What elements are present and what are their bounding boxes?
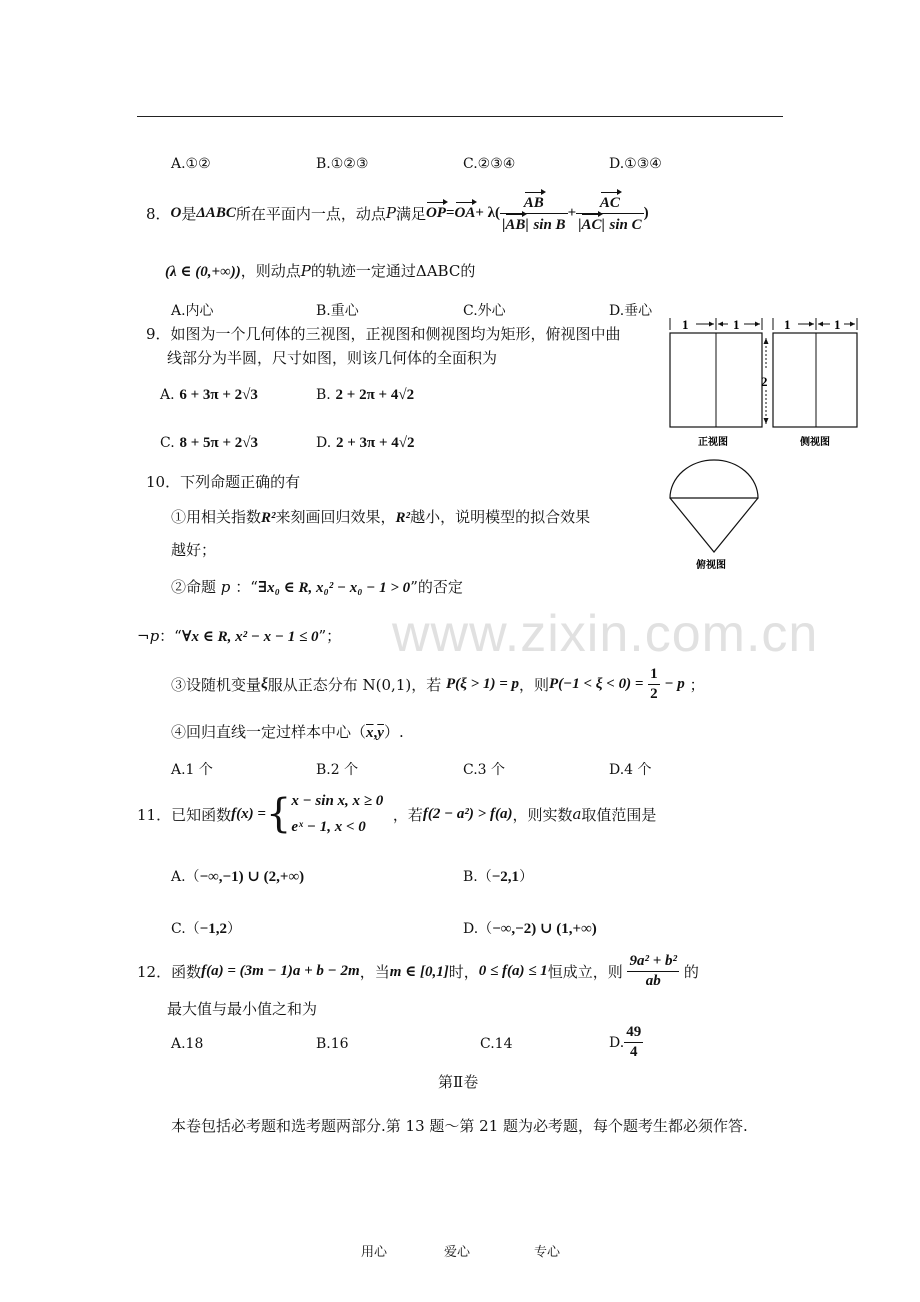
q8-close: ) (643, 204, 649, 221)
q10-item2 (171, 576, 463, 597)
q11-case1: x − sin x, x ≥ 0 (291, 793, 384, 809)
footer-item-2: 爱心 (444, 1245, 471, 1260)
q12-option-d-label: D. (609, 1034, 625, 1051)
question-12 (137, 946, 699, 996)
q10-item1-c: 越小，说明模型的拟合效果 (410, 508, 591, 526)
q11-option-b (463, 866, 533, 886)
section-title: 第Ⅱ卷 (438, 1073, 479, 1091)
q11-piecewise (291, 788, 383, 840)
q12-fraction (627, 953, 679, 990)
q10-item1 (171, 506, 590, 527)
q8-line2-end: 的 (460, 262, 476, 280)
three-view-figure (660, 314, 870, 576)
q10-item3-b: 服从正态分布 N(0,1)，若 (267, 675, 442, 694)
q10-item3-math2: P(−1 < ξ < 0) = (549, 675, 644, 692)
q11-fx: f(x) = (231, 805, 266, 822)
q8-fraction-ab: $\frac{AB}{\text{|AB| sin B}}$ (502, 194, 566, 233)
front-dim-right: 1 (733, 317, 740, 332)
q11-brace: { (265, 791, 292, 837)
q11-option-b-value: −2,1 (491, 869, 520, 885)
q10-item4 (171, 721, 404, 742)
q8-vector-ab: AB (523, 194, 544, 211)
q10-item2-a: ②命题 (171, 578, 217, 596)
q8-option-c: C.外心 (463, 303, 506, 319)
q8-lambda-range: (λ ∈ (0,+∞)) (165, 264, 241, 280)
q10-option-a: A.1 个 (171, 762, 213, 778)
q10-half-den: 2 (650, 685, 658, 702)
q8-point-p: P (385, 204, 396, 222)
q11-option-c-label: C.（ (171, 921, 200, 937)
q10-negation (137, 625, 341, 646)
q11-option-a (171, 866, 304, 886)
q10-item4-comma: , (373, 725, 378, 741)
q8-fraction-ac: $\frac{AC}{\text{|AC| sin C}}$ (578, 194, 642, 233)
q10-item3 (171, 664, 705, 704)
q8-vector-ab-abs: AB (505, 216, 526, 233)
q10-item2-math: ∃x₀ ∈ R, x₀² − x₀ − 1 > 0 (257, 580, 411, 596)
q8-line2-triangle: ΔABC (415, 262, 461, 280)
question-8 (146, 183, 649, 243)
q12-inequality: 0 ≤ f(a) ≤ 1 (478, 962, 548, 979)
q9-option-d-value: 2 + 3π + 4√2 (335, 435, 415, 451)
q11-option-c-end: ） (226, 921, 241, 937)
q10-item3-c: ，则 (519, 675, 550, 694)
q8-sin-b: sin B (533, 216, 566, 233)
q7-option-b: B.①②③ (316, 156, 369, 172)
q9-option-c (160, 433, 258, 452)
front-view (670, 333, 762, 427)
q9-option-b-value: 2 + 2π + 4√2 (335, 387, 415, 403)
q9-line2: 线部分为半圆，尺寸如图，则该几何体的全面积为 (167, 349, 498, 367)
q12-text-b: ，当 (359, 962, 390, 981)
q11-var-a: a (572, 805, 582, 823)
q8-triangle: ΔABC (196, 204, 236, 221)
q10-neg-a: ：“ (159, 627, 182, 645)
q11-text-a: 11．已知函数 (137, 805, 232, 824)
footer-item-3: 专心 (534, 1245, 561, 1260)
q10-item4-y: $\overline{y}$ (377, 725, 384, 741)
side-dim-height: 2 (761, 374, 768, 389)
q10-item4-a: ④回归直线一定过样本中心（ (171, 723, 367, 741)
q12-line2: 最大值与最小值之和为 (167, 1000, 318, 1018)
q8-sin-c: sin C (609, 216, 642, 233)
q9-option-a-value: 6 + 3π + 2√3 (179, 387, 258, 403)
q7-option-a: A.①② (171, 156, 211, 172)
q11-option-c-value: −1,2 (199, 921, 227, 937)
q8-option-b: B.重心 (316, 303, 359, 319)
q11-inequality: f(2 − a²) > f(a) (422, 805, 513, 822)
q10-option-d: D.4 个 (609, 762, 652, 778)
q8-option-d: D.垂心 (609, 303, 653, 319)
front-view-label: 正视图 (698, 437, 728, 448)
q8-number: 8． (146, 204, 171, 223)
watermark: www.zixin.com.cn (392, 605, 819, 663)
q12-option-a: A.18 (171, 1036, 204, 1052)
side-dim-right: 1 (834, 317, 841, 332)
q10-half (648, 666, 660, 703)
q11-case2: eˣ − 1, x < 0 (291, 819, 366, 835)
q11-option-d (463, 918, 597, 938)
q11-option-b-label: B.（ (463, 869, 492, 885)
q12-text-a: 12．函数 (137, 962, 202, 981)
q8-equals: = (445, 204, 455, 221)
side-view (773, 333, 857, 427)
q10-neg-b: ”； (318, 627, 342, 645)
q8-option-a: A.内心 (171, 303, 214, 319)
q8-line2 (165, 260, 475, 281)
q10-item4-x: $\overline{x}$ (366, 725, 374, 741)
q10-r2: R² (261, 510, 276, 526)
q8-line2-p: P (300, 262, 311, 280)
q9-option-a-label: A. (160, 387, 175, 403)
q9-option-c-label: C. (160, 435, 175, 451)
q10-title: 10．下列命题正确的有 (146, 473, 301, 491)
q8-point-o: O (170, 204, 182, 221)
q11-text-b: ，若 (392, 805, 423, 824)
q8-plus: + (567, 204, 577, 221)
q12-frac-num: 9a² + b² (627, 953, 679, 972)
front-dim-left: 1 (682, 317, 689, 332)
top-view-label: 俯视图 (696, 560, 726, 571)
q11-option-d-label: D.（ (463, 921, 493, 937)
q8-vector-op: OP (425, 204, 446, 221)
q12-option-d-fraction (624, 1024, 643, 1061)
q12-option-c: C.14 (480, 1036, 513, 1052)
q12-option-d (609, 1024, 643, 1061)
q8-text2: 所在平面内一点，动点 (235, 204, 386, 223)
q9-line1: 9．如图为一个几何体的三视图，正视图和侧视图均为矩形，俯视图中曲 (146, 325, 621, 343)
q12-fa: f(a) = (3m − 1)a + b − 2m (201, 962, 360, 979)
q8-plus-lambda: + λ( (475, 204, 501, 221)
q11-option-d-value: −∞,−2) ∪ (1,+∞) (492, 921, 597, 937)
q10-p: p (220, 578, 231, 596)
q8-vector-oa: OA (454, 204, 476, 221)
question-11 (137, 787, 656, 841)
q10-neg-math: ∀x ∈ R, x² − x − 1 ≤ 0 (181, 629, 319, 645)
q10-item2-c: ”的否定 (410, 578, 463, 596)
q12-text-c: 时， (448, 962, 479, 981)
section-intro: 本卷包括必考题和选考题两部分.第 13 题～第 21 题为必考题，每个题考生都必须作答. (171, 1117, 748, 1135)
q9-option-c-value: 8 + 5π + 2√3 (179, 435, 258, 451)
q10-item3-a: ③设随机变量 (171, 675, 262, 694)
q12-condition: m ∈ [0,1] (389, 963, 449, 980)
q11-option-b-end: ） (519, 869, 534, 885)
q10-item1-b: 来刻画回归效果， (275, 508, 396, 526)
q11-option-a-label: A.（ (171, 869, 200, 885)
q8-line2-text: ，则动点 (240, 262, 301, 280)
q12-option-d-num: 49 (624, 1024, 643, 1043)
q12-text-d: 恒成立，则 (547, 962, 623, 981)
q12-option-b: B.16 (316, 1036, 349, 1052)
front-dimensions (670, 317, 762, 332)
q10-item1-cont: 越好； (171, 541, 217, 559)
q8-text3: 满足 (395, 204, 426, 223)
q10-item3-math1: P(ξ > 1) = p (446, 675, 519, 692)
q10-r2-b: R² (395, 510, 411, 526)
q9-option-d (316, 433, 415, 452)
q12-frac-den: ab (645, 972, 661, 989)
footer-item-1: 用心 (361, 1245, 388, 1260)
q9-option-a (160, 385, 258, 404)
q9-option-d-label: D. (316, 435, 332, 451)
q10-item2-b: ：“ (235, 578, 258, 596)
top-view (670, 460, 758, 552)
q9-option-b (316, 385, 414, 404)
q11-text-c: ，则实数 (512, 805, 573, 824)
q12-text-e: 的 (683, 962, 699, 981)
q11-option-c (171, 918, 241, 938)
q8-text1: 是 (181, 204, 197, 223)
q7-option-c: C.②③④ (463, 156, 516, 172)
q8-vector-ac-abs: AC (581, 216, 602, 233)
header-rule (137, 116, 783, 117)
q12-option-d-den: 4 (629, 1044, 638, 1060)
q10-option-b: B.2 个 (316, 762, 359, 778)
q10-xi: ξ (261, 675, 268, 692)
q10-item4-b: ）. (383, 723, 404, 741)
side-dim-left: 1 (784, 317, 791, 332)
q11-text-d: 取值范围是 (581, 805, 657, 824)
side-view-label: 侧视图 (800, 437, 830, 448)
q7-option-d: D.①③④ (609, 156, 662, 172)
q10-item3-d: ； (689, 675, 705, 694)
q10-half-num: 1 (648, 666, 660, 685)
q10-option-c: C.3 个 (463, 762, 506, 778)
q10-neg-p: ¬p (137, 627, 160, 645)
q10-item1-a: ①用相关指数 (171, 508, 262, 526)
q10-item3-math3: − p (664, 675, 685, 692)
q9-option-b-label: B. (316, 387, 331, 403)
q8-line2-text2: 的轨迹一定通过 (310, 262, 416, 280)
q8-vector-ac: AC (599, 194, 620, 211)
q11-option-a-value: −∞,−1) ∪ (2,+∞) (199, 869, 305, 885)
